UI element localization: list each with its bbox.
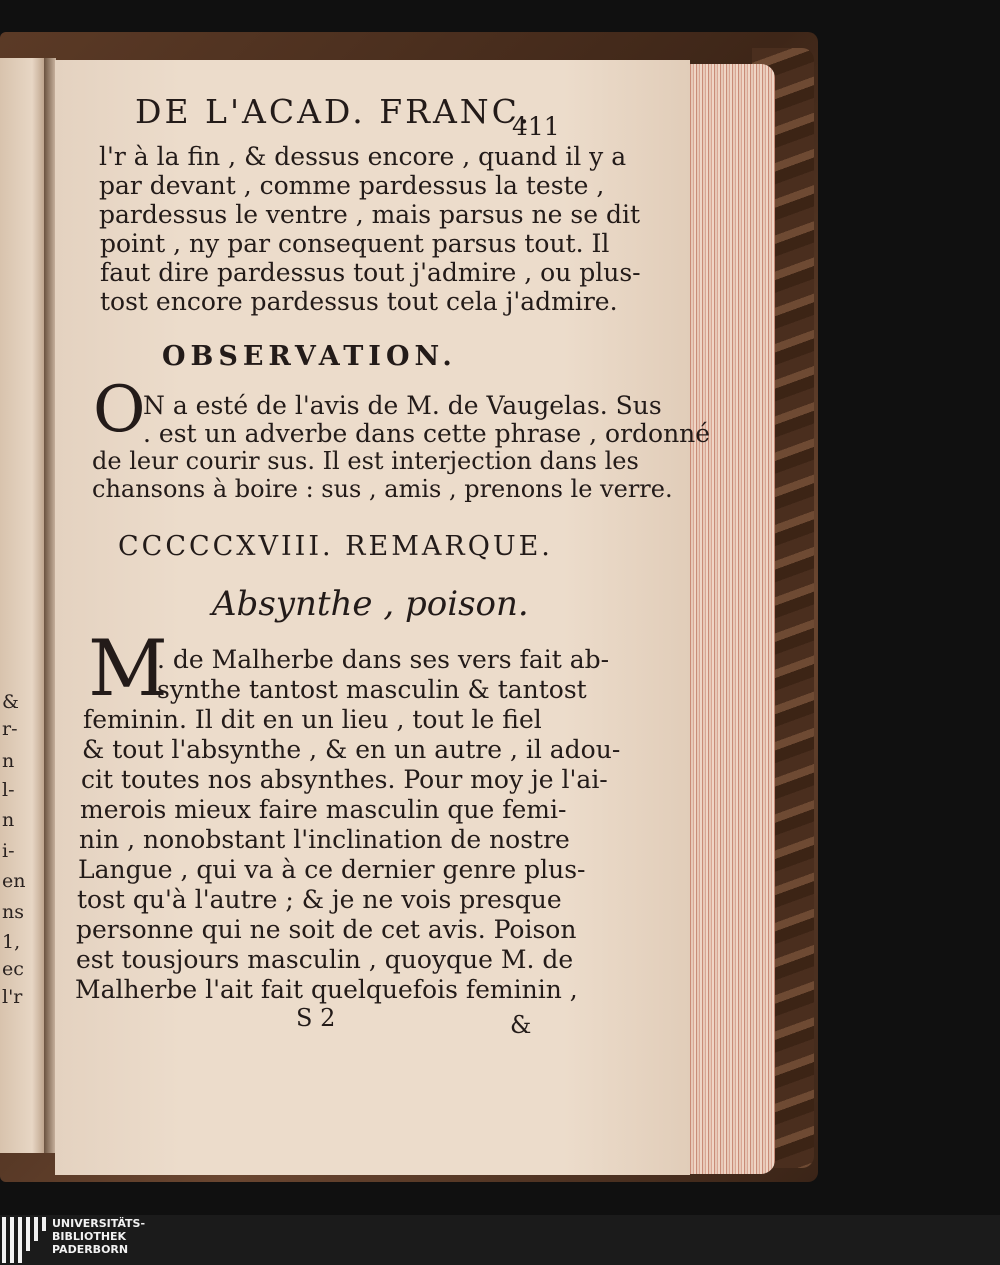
- text-line: merois mieux faire masculin que femi-: [80, 795, 567, 824]
- observation-heading: OBSERVATION.: [162, 341, 457, 372]
- remarque-heading: CCCCCXVIII. REMARQUE.: [118, 531, 553, 562]
- page-number: 411: [512, 112, 560, 141]
- left-page-fragment: ec: [2, 958, 24, 980]
- text-line: personne qui ne soit de cet avis. Poison: [76, 915, 577, 944]
- library-name-line: BIBLIOTHEK: [52, 1230, 127, 1243]
- left-page-fragment: n: [2, 809, 15, 831]
- left-page-fragment: ns: [2, 901, 24, 923]
- left-page-fragment: i-: [2, 840, 15, 862]
- text-line: . de Malherbe dans ses vers fait ab-: [157, 645, 610, 674]
- text-line: point , ny par consequent parsus tout. Il: [100, 229, 610, 258]
- observation-dropcap: O: [93, 373, 146, 447]
- text-line: synthe tantost masculin & tantost: [157, 675, 587, 704]
- catchword: &: [510, 1011, 532, 1039]
- remarque-dropcap: M: [88, 624, 168, 714]
- left-page: [0, 58, 46, 1153]
- text-line: tost qu'à l'autre ; & je ne vois presque: [77, 885, 562, 914]
- library-name-line: UNIVERSITÄTS-: [52, 1217, 146, 1230]
- text-line: Malherbe l'ait fait quelquefois feminin ,: [75, 975, 578, 1004]
- left-page-fragment: l-: [2, 779, 15, 801]
- text-line: pardessus le ventre , mais parsus ne se dit: [99, 200, 640, 229]
- text-line: . est un adverbe dans cette phrase , ordonné: [143, 419, 711, 448]
- text-line: faut dire pardessus tout j'admire , ou plus-: [100, 258, 641, 287]
- text-line: N a esté de l'avis de M. de Vaugelas. Sus: [143, 391, 662, 420]
- left-page-fragment: n: [2, 750, 15, 772]
- running-head: DE L'ACAD. FRANC.: [135, 92, 533, 131]
- library-name-line: PADERBORN: [52, 1243, 129, 1256]
- text-line: & tout l'absynthe , & en un autre , il adou-: [82, 735, 621, 764]
- text-line: cit toutes nos absynthes. Pour moy je l'ai-: [81, 765, 608, 794]
- text-line: l'r à la fin , & dessus encore , quand il y a: [99, 142, 627, 171]
- left-page-fragment: &: [2, 691, 19, 713]
- text-line: de leur courir sus. Il est interjection dans les: [92, 447, 639, 475]
- signature-mark: S 2: [296, 1004, 336, 1032]
- text-line: feminin. Il dit en un lieu , tout le fiel: [83, 705, 542, 734]
- text-line: tost encore pardessus tout cela j'admire.: [100, 287, 618, 316]
- library-name: [52, 1217, 145, 1256]
- text-line: par devant , comme pardessus la teste ,: [99, 171, 605, 200]
- page-edges: [685, 64, 775, 1174]
- left-page-fragment: l'r: [2, 986, 23, 1008]
- text-line: chansons à boire : sus , amis , prenons le verre.: [92, 475, 673, 503]
- text-line: nin , nonobstant l'inclination de nostre: [79, 825, 570, 854]
- library-logo-icon: [2, 1217, 46, 1263]
- text-line: est tousjours masculin , quoyque M. de: [76, 945, 574, 974]
- library-footer: [0, 1215, 1000, 1265]
- remarque-subtitle: Absynthe , poison.: [212, 584, 529, 624]
- text-line: Langue , qui va à ce dernier genre plus-: [78, 855, 586, 884]
- left-page-fragment: 1,: [2, 931, 21, 953]
- left-page-fragment: en: [2, 870, 26, 892]
- left-page-fragment: r-: [2, 718, 18, 740]
